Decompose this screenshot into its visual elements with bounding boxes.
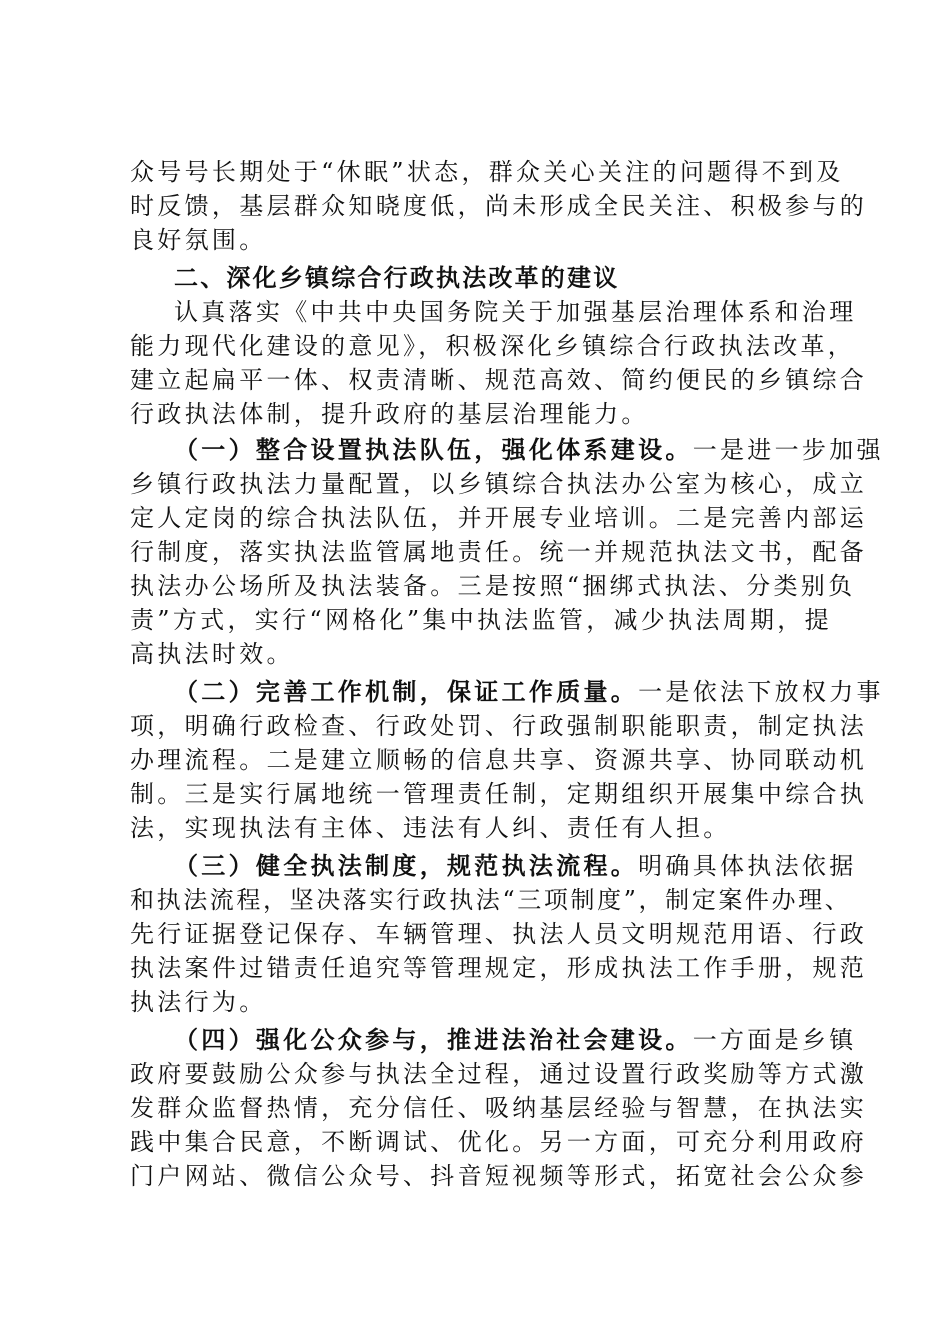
text-line: 办理流程。二是建立顺畅的信息共享、资源共享、协同联动机 — [130, 746, 868, 774]
text-line: 建立起扁平一体、权责清晰、规范高效、简约便民的乡镇综合 — [130, 366, 868, 394]
item4-title: （四）强化公众参与，推进法治社会建设。 — [174, 1026, 693, 1054]
text-line: 良好氛围。 — [130, 226, 267, 254]
text-line: 能力现代化建设的意见》，积极深化乡镇综合行政执法改革， — [130, 332, 856, 360]
item2-title: （二）完善工作机制，保证工作质量。 — [174, 678, 639, 706]
text-line: 政府要鼓励公众参与执法全过程，通过设置行政奖励等方式激 — [130, 1060, 868, 1088]
text-line: 制。三是实行属地统一管理责任制，定期组织开展集中综合执 — [130, 780, 868, 808]
text-line: 众号号长期处于“休眠”状态，群众关心关注的问题得不到及 — [130, 158, 844, 186]
intro-first-line: 认真落实《中共中央国务院关于加强基层治理体系和治理 — [174, 298, 857, 326]
text-line: 和执法流程，坚决落实行政执法“三项制度”，制定案件办理、 — [130, 886, 852, 914]
item4-text: 一方面是乡镇 — [692, 1026, 857, 1054]
text-line: 执法办公场所及执法装备。三是按照“捆绑式执法、分类别负 — [130, 572, 856, 600]
text-line: 项，明确行政检查、行政处罚、行政强制职能职责，制定执法 — [130, 712, 868, 740]
text-line: 责”方式，实行“网格化”集中执法监管，减少执法周期，提 — [130, 606, 832, 634]
item3-text: 明确具体执法依据 — [638, 852, 857, 880]
text-line: 行制度，落实执法监管属地责任。统一并规范执法文书，配备 — [130, 538, 868, 566]
text-line: 时反馈，基层群众知晓度低，尚未形成全民关注、积极参与的 — [130, 192, 868, 220]
text-line: 法，实现执法有主体、违法有人纠、责任有人担。 — [130, 814, 731, 842]
item1-text: 一是进一步加强 — [692, 436, 884, 464]
section-heading: 二、深化乡镇综合行政执法改革的建议 — [174, 263, 620, 292]
text-line: 行政执法体制，提升政府的基层治理能力。 — [130, 400, 649, 428]
text-line: 发群众监督热情，充分信任、吸纳基层经验与智慧，在执法实 — [130, 1094, 868, 1122]
text-line: 执法行为。 — [130, 988, 267, 1016]
text-line: 乡镇行政执法力量配置，以乡镇综合执法办公室为核心，成立 — [130, 470, 868, 498]
text-line: 门户网站、微信公众号、抖音短视频等形式，拓宽社会公众参 — [130, 1162, 868, 1190]
item2-text: 一是依法下放权力事 — [638, 678, 884, 706]
text-line: 定人定岗的综合执法队伍，并开展专业培训。二是完善内部运 — [130, 504, 868, 532]
text-line: 高执法时效。 — [130, 640, 294, 668]
item1-title: （一）整合设置执法队伍，强化体系建设。 — [174, 436, 693, 464]
text-line: 践中集合民意，不断调试、优化。另一方面，可充分利用政府 — [130, 1128, 868, 1156]
item3-title: （三）健全执法制度，规范执法流程。 — [174, 852, 639, 880]
text-line: 执法案件过错责任追究等管理规定，形成执法工作手册，规范 — [130, 954, 868, 982]
text-line: 先行证据登记保存、车辆管理、执法人员文明规范用语、行政 — [130, 920, 868, 948]
